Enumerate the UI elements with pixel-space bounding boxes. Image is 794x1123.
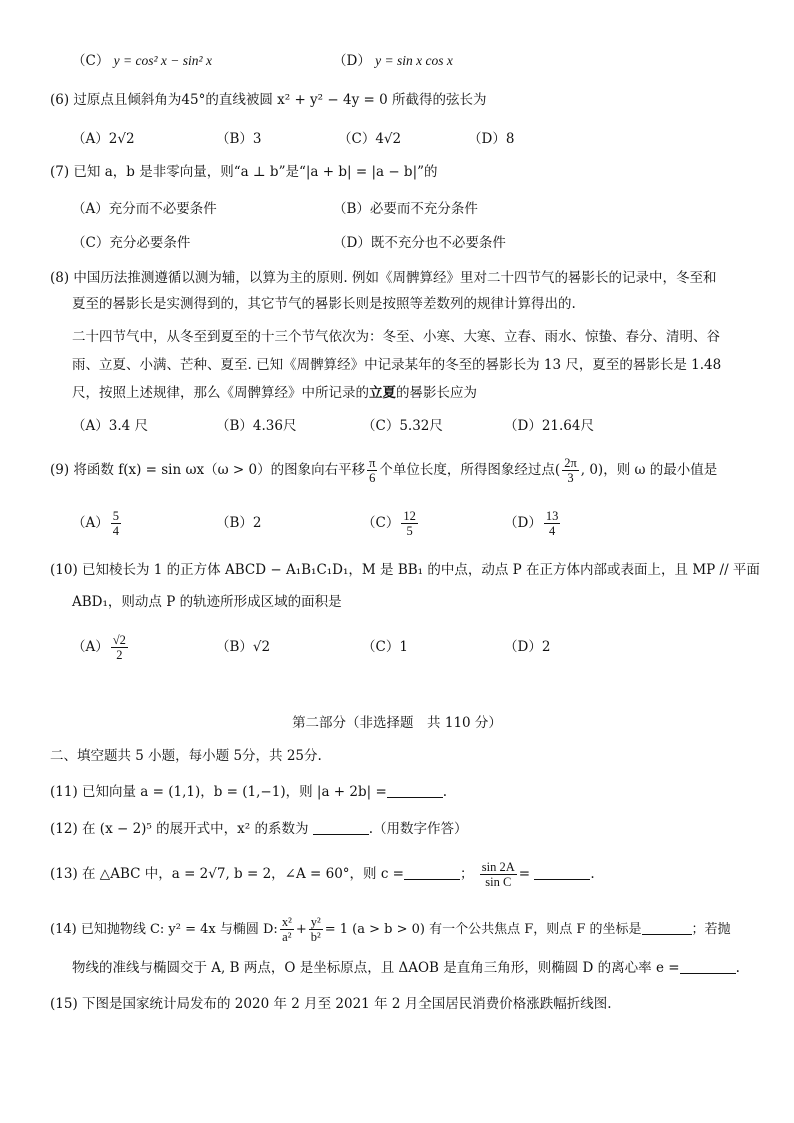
option-label: （B）: [216, 639, 253, 655]
q10-option-a: [72, 632, 130, 662]
punctuation: .: [590, 866, 595, 882]
option-value: 2: [541, 639, 551, 655]
answer-blank[interactable]: [680, 959, 736, 974]
question-number: (8): [50, 270, 70, 286]
q6-option-a: （A）2√2: [72, 131, 135, 147]
question-number: (7): [50, 164, 70, 180]
numerator: 5: [112, 509, 119, 523]
option-expression: y = cos² x − sin² x: [113, 53, 212, 68]
ellipse-y-term: [309, 915, 323, 944]
question-text: 的晷影长应为: [396, 385, 477, 401]
q9-option-b: [216, 508, 262, 538]
question-text: 中国历法推测遵循以测为辅，以算为主的原则. 例如《周髀算经》里对二十四节气的晷影长的记录中，冬至和: [73, 270, 717, 286]
option-label: （D）: [504, 515, 542, 531]
numerator: 2π: [564, 456, 577, 470]
part-2-title: 第二部分（非选择题 共 110 分）: [292, 715, 502, 731]
numerator: √2: [112, 633, 126, 647]
point-fraction: [562, 456, 579, 485]
option-label: （B）: [216, 515, 253, 531]
numerator: x²: [281, 915, 292, 929]
question-15: [50, 994, 612, 1014]
question-number: (14): [50, 922, 77, 937]
q10-option-b: [216, 632, 270, 662]
ellipse-x-term: [280, 915, 294, 944]
question-8-line-4: 雨、立夏、小满、芒种、夏至. 已知《周髀算经》中记录某年的冬至的晷影长为 13 尺，夏至的晷影长是 1.48: [72, 357, 722, 373]
q7-option-d: （D）既不充分也不必要条件: [333, 235, 506, 251]
q10-option-d: [504, 632, 550, 662]
question-text: 尺，按照上述规律，那么《周髀算经》中所记录的: [72, 385, 369, 401]
question-14-line-2: [72, 958, 740, 978]
question-number: (9): [50, 462, 70, 478]
question-text: 在 (x − 2)⁵ 的展开式中，x² 的系数为: [82, 821, 309, 837]
equals-sign: =: [518, 866, 531, 882]
option-label: （A）: [72, 639, 109, 655]
option-value: 1: [399, 639, 408, 655]
question-text: 物线的准线与椭圆交于 A, B 两点，O 是坐标原点，且 ΔAOB 是直角三角形，则椭圆 D 的离心率 e =: [72, 960, 680, 976]
option-label: （C）: [362, 515, 400, 531]
option-fraction: [544, 509, 561, 538]
sine-ratio-fraction: [480, 860, 517, 889]
question-number: (10): [50, 562, 78, 578]
denominator: 6: [369, 471, 376, 485]
question-9-stem: [50, 456, 717, 485]
q7-option-c: （C）充分必要条件: [72, 235, 191, 251]
punctuation: .: [735, 960, 740, 976]
punctuation: .: [442, 784, 448, 800]
question-12: [50, 819, 468, 839]
question-text: 已知 a，b 是非零向量，则“a ⊥ b”是“|a + b| = |a − b|”的: [73, 164, 438, 180]
q8-option-c: （C）5.32尺: [362, 418, 443, 434]
option-label: （C）: [362, 639, 400, 655]
q6-option-c: （C）4√2: [338, 131, 402, 147]
denominator: 3: [567, 471, 574, 485]
question-text: 个单位长度，所得图象经过点(: [379, 462, 561, 478]
numerator: y²: [310, 915, 321, 929]
question-text: 已知棱长为 1 的正方体 ABCD − A₁B₁C₁D₁，M 是 BB₁ 的中点，动点 P 在正方体内部或表面上，且 MP // 平面: [82, 562, 760, 578]
answer-blank[interactable]: [534, 865, 590, 880]
option-label: （A）: [72, 515, 109, 531]
question-8-line-1: [50, 268, 717, 288]
q8-option-a: （A）3.4 尺: [72, 418, 149, 434]
question-text: 已知抛物线 C: y² = 4x 与椭圆 D:: [80, 922, 278, 937]
option-fraction: [401, 509, 418, 538]
numerator: π: [369, 456, 376, 470]
question-number: (11): [50, 784, 78, 800]
question-text-suffix: .（用数字作答）: [368, 821, 468, 837]
q9-option-a: [72, 508, 123, 538]
question-13: [50, 858, 595, 890]
question-7-stem: [50, 162, 438, 182]
numerator: sin 2A: [481, 860, 515, 874]
question-text: 在 △ABC 中，a = 2√7, b = 2，∠A = 60°，则 c =: [82, 866, 404, 882]
question-number: (6): [50, 92, 70, 108]
denominator: 2: [116, 648, 123, 662]
option-value: 2: [252, 515, 262, 531]
question-text: = 1 (a > b > 0) 有一个公共焦点 F，则点 F 的坐标是: [324, 922, 642, 937]
answer-blank[interactable]: [404, 865, 460, 880]
question-8-line-2: 夏至的晷影长是实测得到的，其它节气的晷影长则是按照等差数列的规律计算得出的.: [72, 296, 576, 312]
emphasis-text: 立夏: [369, 385, 396, 401]
question-number: (12): [50, 821, 78, 837]
q6-option-b: （B）3: [216, 131, 262, 147]
question-number: (15): [50, 996, 78, 1012]
answer-blank[interactable]: [387, 783, 443, 798]
q7-option-b: （B）必要而不充分条件: [333, 201, 478, 217]
q5-option-c: [72, 51, 212, 71]
denominator: 5: [406, 524, 413, 538]
q6-option-d: （D）8: [468, 131, 515, 147]
q8-option-b: （B）4.36尺: [216, 418, 297, 434]
question-10-line-2: ABD₁，则动点 P 的轨迹所形成区域的面积是: [72, 594, 342, 610]
question-text: , 0)，则 ω 的最小值是: [580, 462, 718, 478]
question-8-line-5: [72, 383, 477, 403]
question-text: 下图是国家统计局发布的 2020 年 2 月至 2021 年 2 月全国居民消费价格涨跌幅折线图.: [82, 996, 612, 1012]
separator: ；: [460, 866, 474, 882]
q10-option-c: [362, 632, 408, 662]
option-expression: y = sin x cos x: [375, 53, 453, 68]
question-8-line-3: 二十四节气中，从冬至到夏至的十三个节气依次为：冬至、小寒、大寒、立春、雨水、惊蛰、春分、清明、谷: [72, 329, 720, 345]
shift-fraction: [367, 456, 377, 485]
question-6-stem: [50, 90, 486, 110]
q5-option-d: [333, 51, 453, 71]
option-label: （C）: [72, 53, 110, 69]
denominator: 4: [548, 524, 556, 538]
question-text: ；若抛: [691, 922, 731, 937]
option-fraction: [111, 509, 121, 538]
option-label: （D）: [504, 639, 542, 655]
option-fraction: [111, 633, 128, 662]
answer-blank[interactable]: [313, 820, 369, 835]
answer-blank[interactable]: [642, 920, 692, 935]
question-10-line-1: [50, 560, 760, 580]
option-value: √2: [252, 639, 271, 655]
question-14-line-1: (14) 已知抛物线 C: y² = 4x 与椭圆 D: $\frac{\text{x²}}{\text{a²}}$ + $\frac{\text{y²}}{\text{b²}}$ = 1 (a > b > 0) 有一个公共焦点 F，则点 F 的坐标是 ；若抛: [50, 915, 731, 944]
question-number: (13): [50, 866, 78, 882]
q9-option-c: [362, 508, 420, 538]
numerator: 13: [545, 509, 559, 523]
q9-option-d: [504, 508, 562, 538]
question-text: 将函数 f(x) = sin ωx（ω > 0）的图象向右平移: [73, 462, 366, 478]
denominator: 4: [112, 524, 119, 538]
question-11: [50, 782, 447, 802]
q7-option-a: （A）充分而不必要条件: [72, 201, 217, 217]
question-text: 过原点且倾斜角为45°的直线被圆 x² + y² − 4y = 0 所截得的弦长为: [73, 92, 487, 108]
section-heading: 二、填空题共 5 小题，每小题 5分，共 25分.: [50, 748, 322, 764]
denominator: a²: [282, 930, 292, 944]
q8-option-d: （D）21.64尺: [504, 418, 594, 434]
numerator: 12: [403, 509, 416, 523]
option-label: （D）: [333, 53, 371, 69]
denominator: b²: [310, 930, 321, 944]
question-text: 已知向量 a = (1,1)，b = (1,−1)，则 |a + 2b| =: [82, 784, 387, 800]
denominator: sin C: [485, 875, 512, 889]
